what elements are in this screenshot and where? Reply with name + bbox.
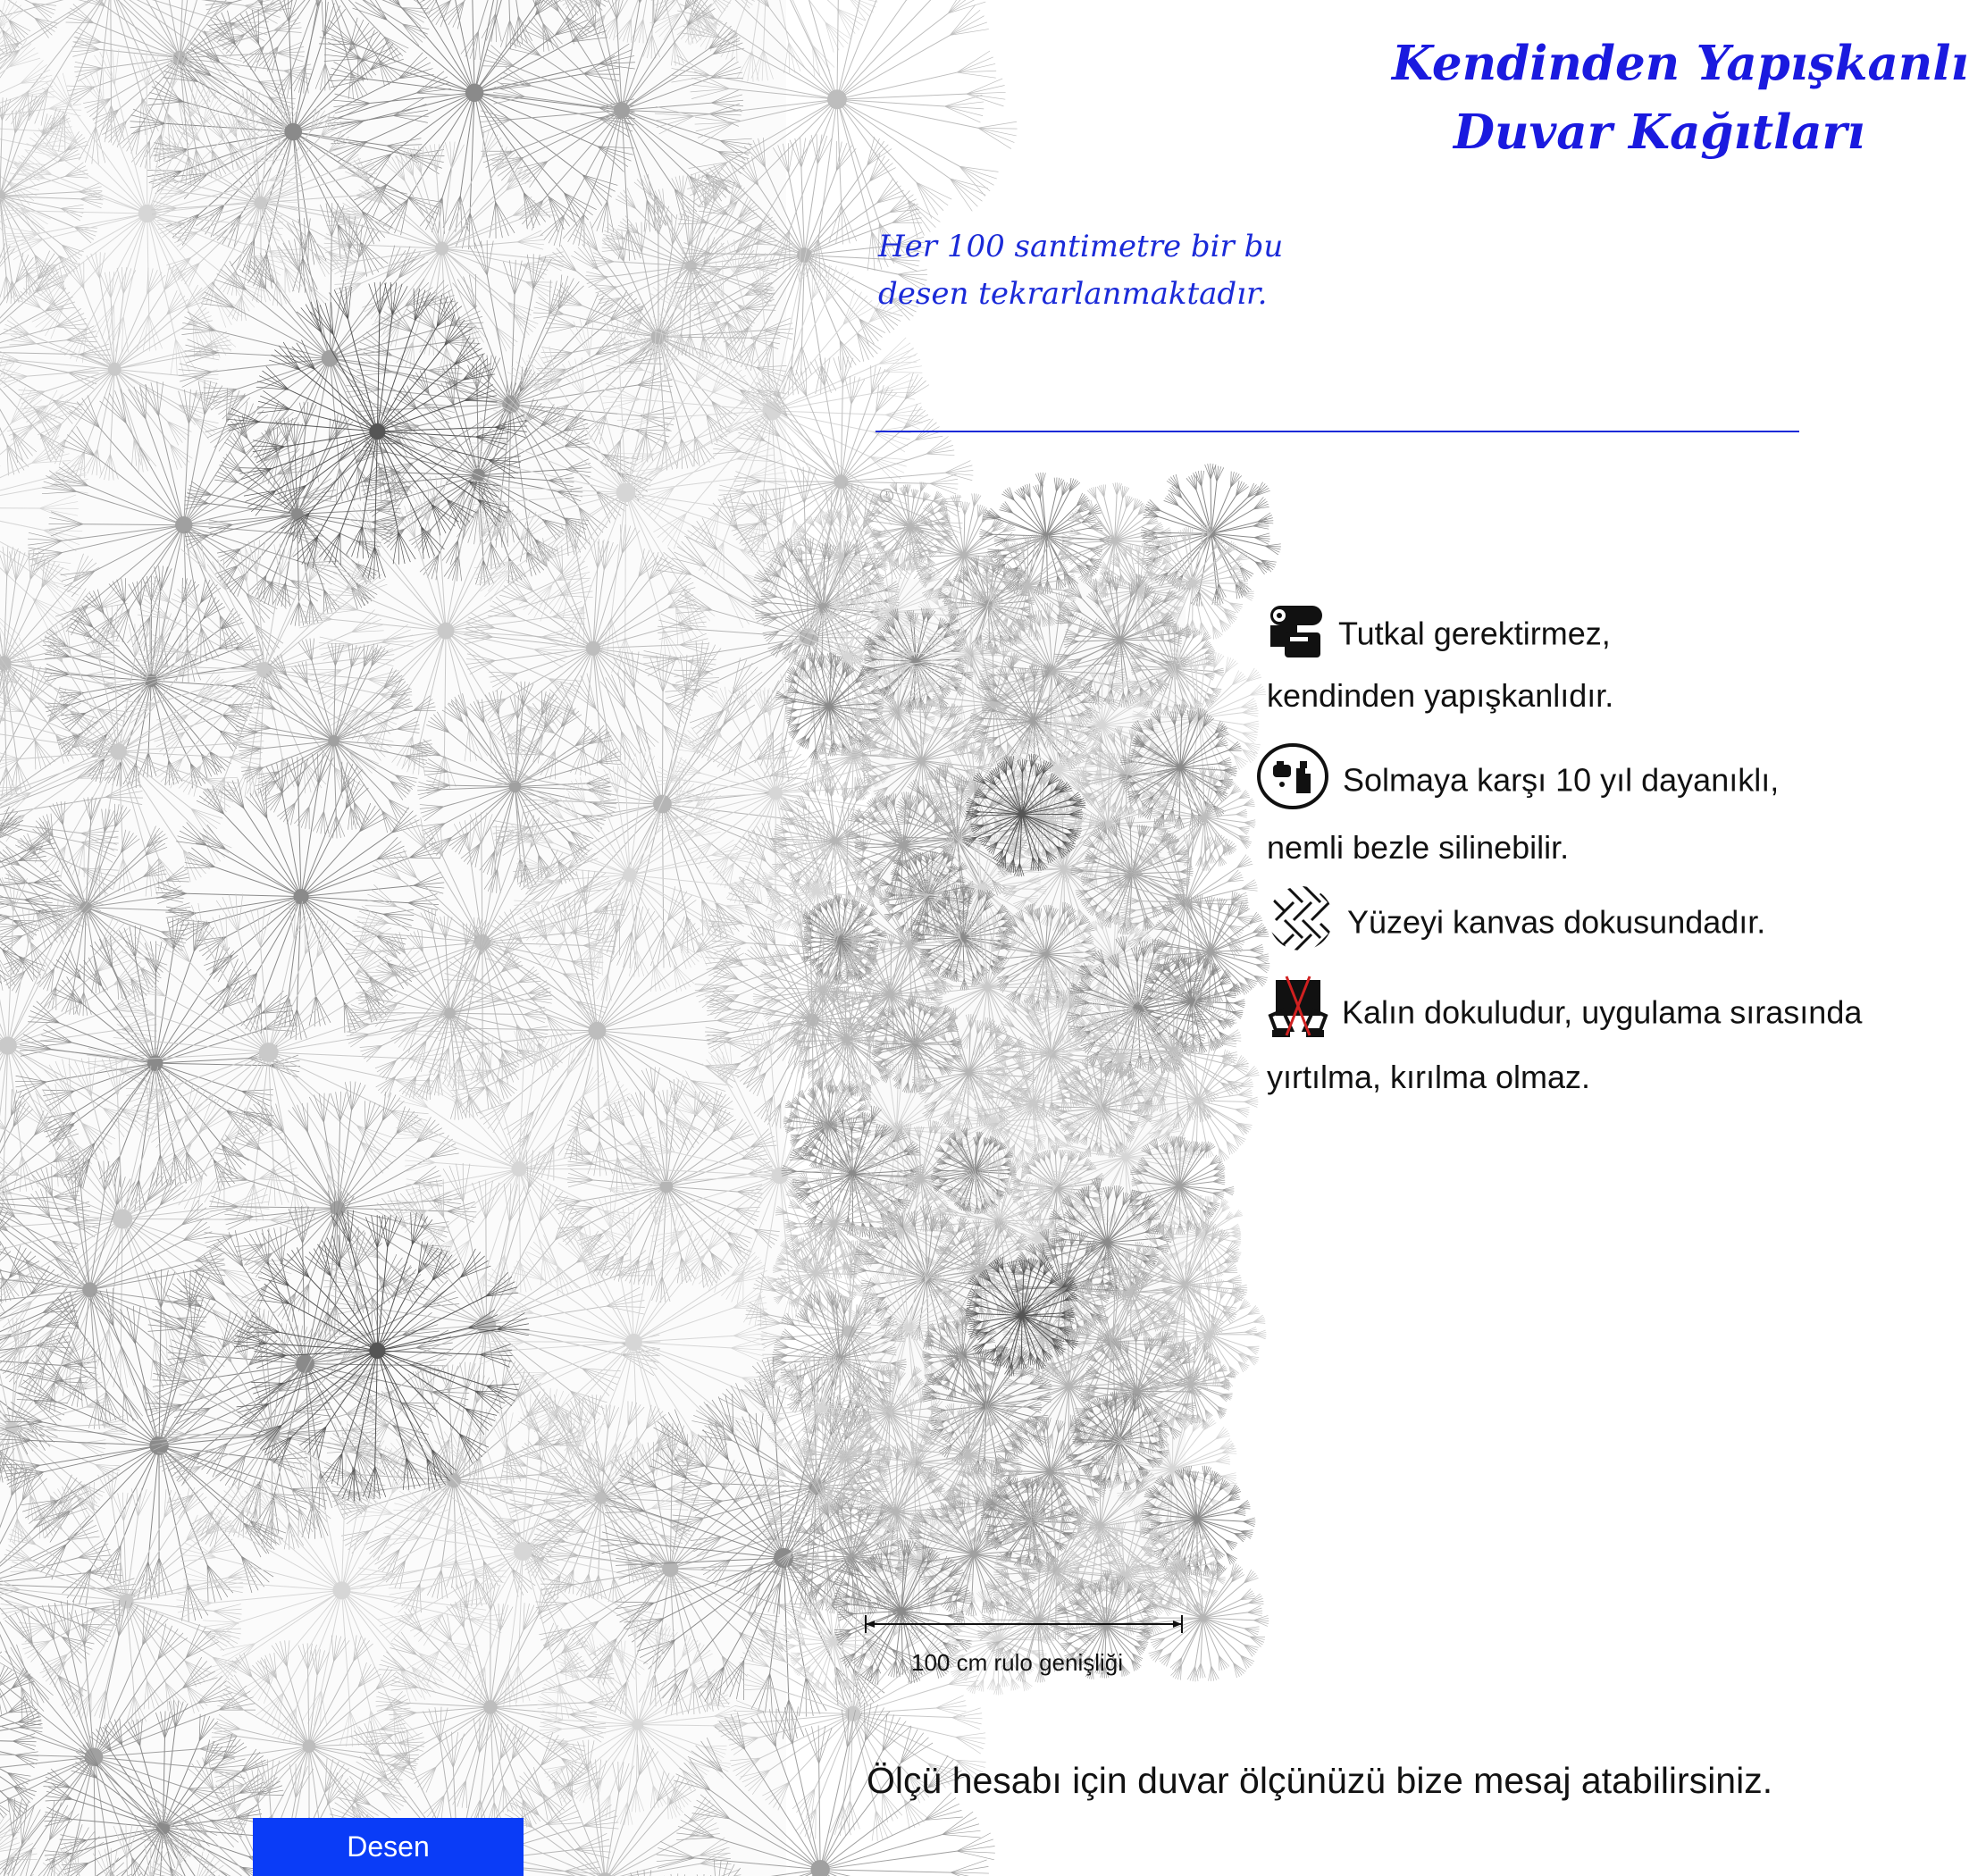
dandelion-icon	[366, 1582, 616, 1830]
feature-2-line1: Solmaya karşı 10 yıl dayanıklı,	[1343, 762, 1779, 799]
feature-4-line1: Kalın dokuludur, uygulama sırasında	[1342, 994, 1862, 1031]
dandelion-pattern	[0, 0, 786, 1876]
feature-washable	[1255, 741, 1872, 871]
dandelion-icon	[0, 0, 75, 83]
pattern-panel	[0, 0, 786, 1876]
dandelion-icon	[1093, 543, 1186, 635]
glue-roll-icon	[1267, 600, 1326, 672]
page-title-line2: Duvar Kağıtları	[1454, 105, 1865, 160]
dandelion-icon	[533, 1423, 818, 1715]
dandelion-icon	[1130, 523, 1254, 639]
pattern-label-button[interactable]: Desen	[253, 1818, 524, 1876]
info-icon[interactable]: !	[880, 489, 893, 502]
dandelion-icon	[1155, 1278, 1266, 1389]
dandelion-icon	[437, 870, 762, 1193]
contact-note: Ölçü hesabı için duvar ölçünüzü bize mesaj atabilirsiniz.	[867, 1760, 1772, 1802]
canvas-texture-icon	[1267, 884, 1335, 965]
dandelion-icon	[0, 762, 65, 1018]
divider	[876, 431, 1799, 432]
feature-3-line1: Yüzeyi kanvas dokusundadır.	[1347, 904, 1765, 941]
cleaning-spray-icon	[1255, 741, 1330, 824]
feature-4-line2: yırtılma, kırılma olmaz.	[1267, 1053, 1883, 1101]
dandelion-icon	[28, 381, 339, 683]
dandelion-icon	[629, 0, 914, 82]
feature-1-line2: kendinden yapışkanlıdır.	[1267, 672, 1883, 719]
feature-canvas-texture	[1267, 884, 1883, 965]
dandelion-icon	[0, 334, 88, 675]
feature-1-line1: Tutkal gerektirmez,	[1338, 616, 1611, 652]
dandelion-icon	[555, 1068, 780, 1303]
dandelion-icon	[480, 0, 752, 261]
roll-width-label: 100 cm rulo genişliği	[911, 1649, 1123, 1677]
dandelion-icon	[1071, 815, 1194, 935]
wallpaper-roll-preview	[871, 579, 1186, 1602]
feature-2-line2: nemli bezle silinebilir.	[1255, 824, 1872, 871]
dandelion-icon	[0, 1600, 256, 1876]
feature-thick-texture	[1267, 976, 1883, 1101]
dandelion-icon	[204, 1081, 476, 1340]
no-tear-hands-icon	[1267, 976, 1329, 1053]
dandelion-icon	[463, 315, 787, 675]
dandelion-icon	[388, 1030, 657, 1304]
dandelion-pattern-preview	[871, 579, 1186, 1602]
dandelion-icon	[1067, 1392, 1169, 1492]
page-title-line1: Kendinden Yapışkanlı	[1392, 36, 1969, 91]
dandelion-icon	[866, 997, 962, 1093]
dandelion-icon	[356, 1388, 695, 1720]
dandelion-icon	[1128, 1136, 1235, 1239]
dandelion-icon	[155, 753, 444, 1040]
dandelion-icon	[319, 0, 635, 249]
width-dimension-line	[860, 1613, 1187, 1635]
repeat-note: Her 100 santimetre bir bu desen tekrarlanmaktadır.	[878, 223, 1378, 318]
feature-no-glue	[1267, 600, 1883, 719]
